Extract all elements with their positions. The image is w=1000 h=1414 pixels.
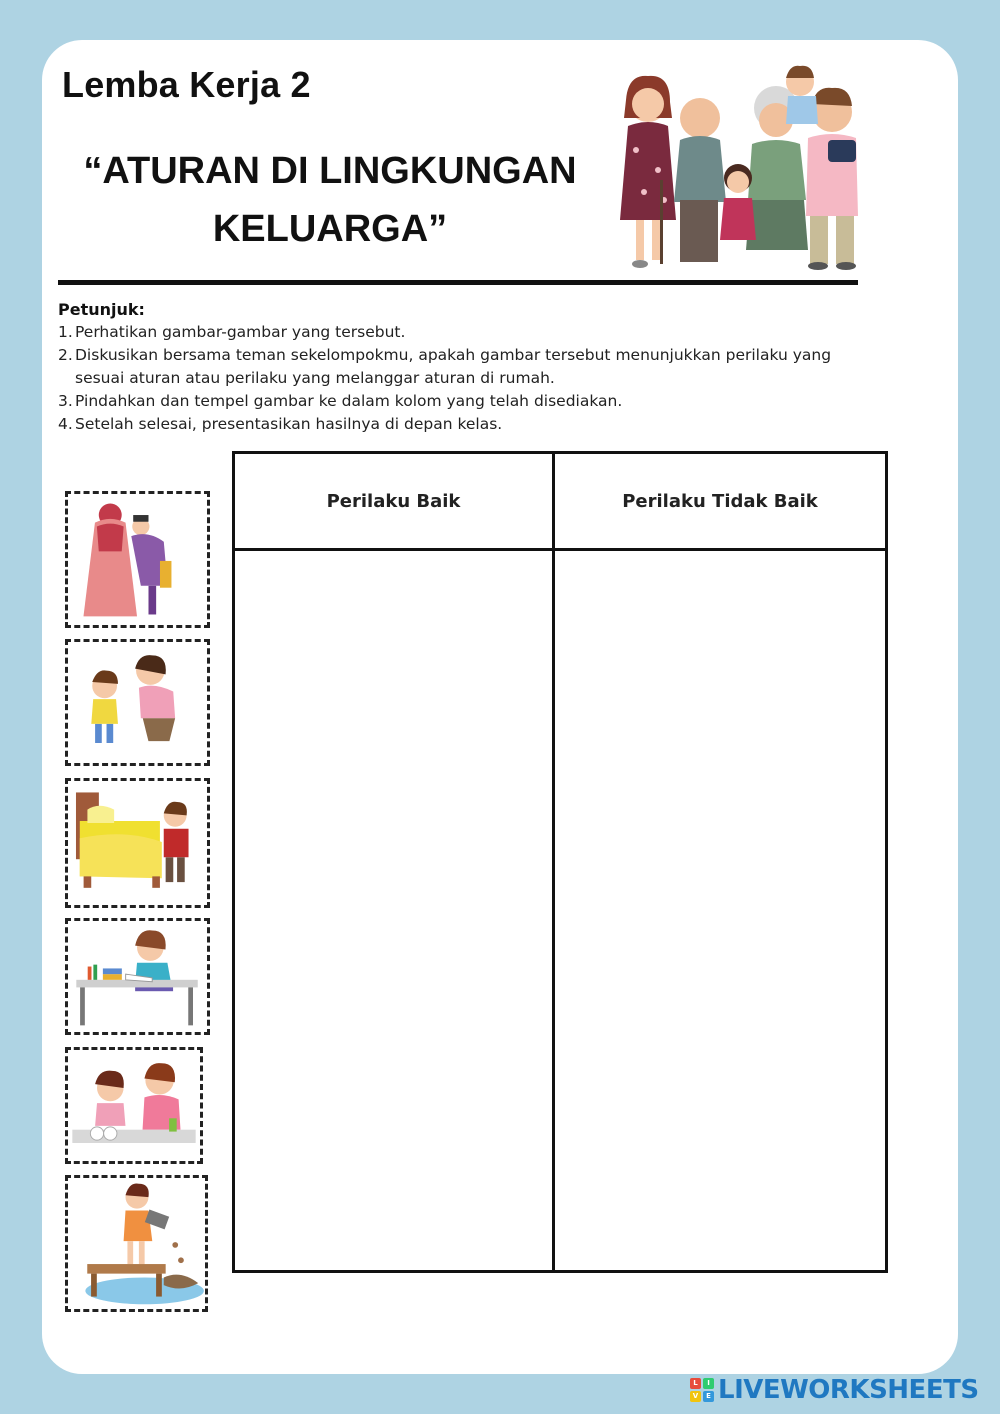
instruction-number: 2. xyxy=(58,346,73,364)
worksheet-title-line1: “ATURAN DI LINGKUNGAN xyxy=(83,150,577,192)
draggable-card-greeting-mother[interactable] xyxy=(65,491,210,628)
instructions xyxy=(58,298,868,436)
logo-letter: L xyxy=(690,1378,701,1389)
instructions-list xyxy=(58,321,868,436)
sorting-table xyxy=(232,451,888,1273)
header-divider xyxy=(58,280,858,285)
liveworksheets-wordmark: LIVEWORKSHEETS xyxy=(718,1375,979,1405)
draggable-card-studying[interactable] xyxy=(65,918,210,1035)
draggable-card-littering[interactable] xyxy=(65,1175,208,1312)
instruction-number: 4. xyxy=(58,415,73,433)
liveworksheets-brand xyxy=(690,1374,979,1406)
logo-letter: I xyxy=(703,1378,714,1389)
family-illustration xyxy=(600,40,870,276)
instruction-text: Perhatikan gambar-gambar yang tersebut. xyxy=(75,323,406,341)
draggable-card-making-bed[interactable] xyxy=(65,778,210,908)
instructions-label: Petunjuk: xyxy=(58,300,145,319)
instruction-item xyxy=(58,413,868,436)
instruction-number: 1. xyxy=(58,323,73,341)
instruction-item xyxy=(58,390,868,413)
draggable-card-child-angry[interactable] xyxy=(65,639,210,766)
logo-letter: E xyxy=(703,1391,714,1402)
drop-zone-good-behavior[interactable] xyxy=(235,551,552,1270)
worksheet-title xyxy=(60,142,600,258)
worksheet-title-line2: KELUARGA” xyxy=(212,208,448,250)
instruction-text: Pindahkan dan tempel gambar ke dalam kolom yang telah disediakan. xyxy=(75,392,623,410)
instruction-item xyxy=(58,344,868,390)
instruction-number: 3. xyxy=(58,392,73,410)
draggable-card-washing-dishes[interactable] xyxy=(65,1047,203,1164)
liveworksheets-logo xyxy=(690,1378,714,1402)
logo-letter: V xyxy=(690,1391,701,1402)
instruction-text: Setelah selesai, presentasikan hasilnya di depan kelas. xyxy=(75,415,503,433)
worksheet-subtitle: Lemba Kerja 2 xyxy=(62,64,311,105)
column-header-bad: Perilaku Tidak Baik xyxy=(622,490,818,512)
instruction-item xyxy=(58,321,868,344)
instruction-text: Diskusikan bersama teman sekelompokmu, apakah gambar tersebut menunjukkan perilaku yang sesuai aturan atau perilaku yang melanggar aturan di rumah. xyxy=(75,346,832,387)
drop-zone-bad-behavior[interactable] xyxy=(555,551,885,1270)
column-header-good: Perilaku Baik xyxy=(326,490,461,512)
